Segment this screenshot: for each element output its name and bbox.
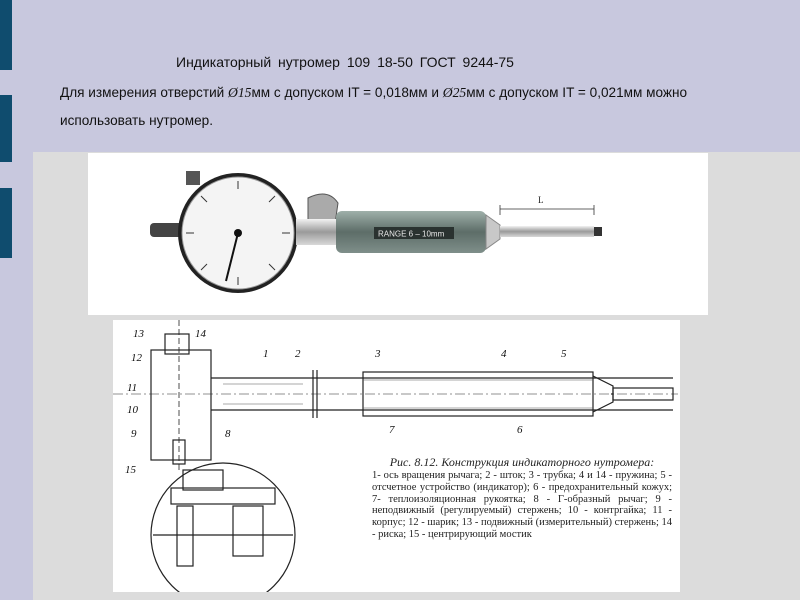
part-label: 8 — [225, 428, 231, 440]
part-label: 12 — [131, 352, 142, 364]
part-label: 14 — [195, 328, 206, 340]
part-label: 11 — [127, 382, 138, 394]
part-label: 9 — [131, 428, 137, 440]
bore-gauge-photo — [88, 153, 708, 315]
figure-caption — [372, 455, 672, 541]
diameter-value: Ø15 — [228, 85, 252, 100]
part-label: 15 — [125, 464, 136, 476]
accent-bar — [0, 95, 12, 162]
bore-gauge-illustration — [88, 153, 708, 315]
description-text — [60, 79, 760, 135]
part-label: 4 — [501, 348, 507, 360]
desc-text: мм с допуском IT = 0,018мм и — [251, 85, 443, 100]
part-label: 6 — [517, 424, 523, 436]
range-label: RANGE 6 – 10mm — [378, 229, 445, 239]
part-label: 3 — [375, 348, 381, 360]
accent-bar — [0, 0, 12, 70]
accent-bar — [0, 188, 12, 258]
part-label: 2 — [295, 348, 301, 360]
part-label: 7 — [389, 424, 395, 436]
part-label: 10 — [127, 404, 138, 416]
part-label: 13 — [133, 328, 144, 340]
diameter-value: Ø25 — [442, 85, 467, 100]
desc-text: Для измерения отверстий — [60, 85, 229, 100]
dimension-label: L — [538, 195, 544, 205]
part-label: 5 — [561, 348, 567, 360]
caption-body: 1- ось вращения рычага; 2 - шток; 3 - трубка; 4 и 14 - пружина; 5 - отсчетное устройство (индикатор); 6 - предохранительный кожух; 7- теплоизоляционная рукоятка; 8 - Г-образный рычаг; 9 - неподвижный (регулируемый) стержень; 10 - контргайка; 11 - корпус; 12 - шарик; 13 - подвижный (измерительный) стержень; 14 - риска; 15 - центрирующий мостик — [372, 470, 672, 540]
slide-title: Индикаторный нутромер 109 18-50 ГОСТ 9244-75 — [176, 54, 514, 70]
part-label: 1 — [263, 348, 269, 360]
caption-title: Рис. 8.12. Конструкция индикаторного нутромера: — [389, 455, 655, 469]
desc-text: мм с допуском IT = 0,021мм можно использовать нутромер. — [60, 85, 688, 128]
